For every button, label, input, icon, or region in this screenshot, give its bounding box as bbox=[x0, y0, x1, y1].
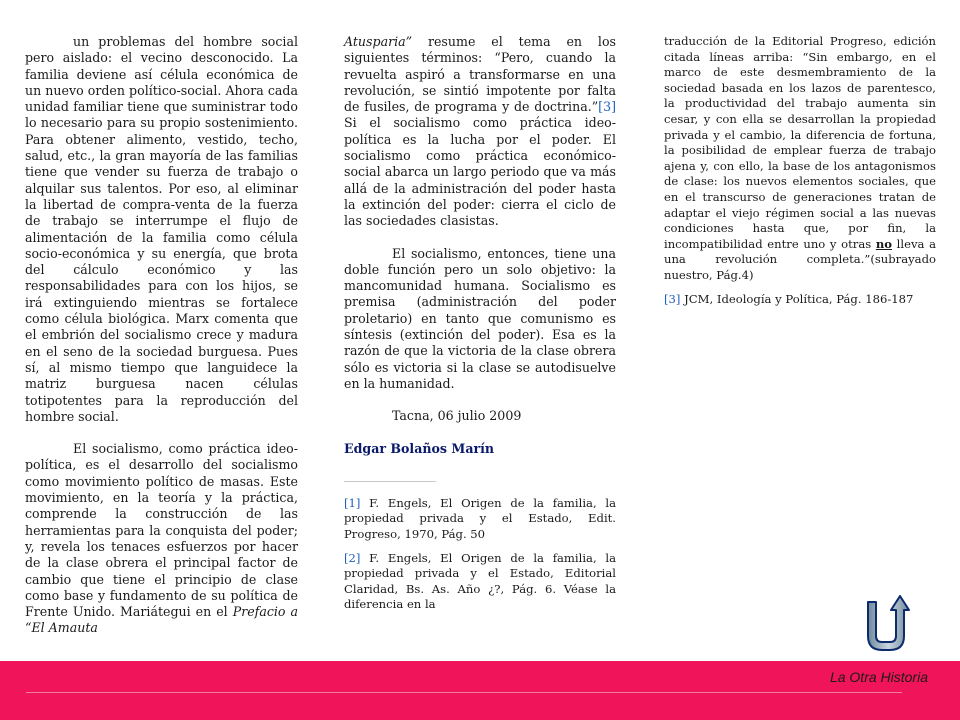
author-signature: Edgar Bolaños Marín bbox=[344, 440, 495, 456]
paragraph: El socialismo, entonces, tiene una doble función pero un solo objetivo: la mancomunidad humana. Socialismo es premisa (administración del poder proletario) en tanto que comunismo es síntesis (extinción del poder). Esa es la razón de que la victoria de la clase obrera sólo es victoria si la clase se autodisuelve en la humanidad. bbox=[344, 245, 616, 391]
paragraph-text: El socialismo, como práctica ideo-política, es el desarrollo del socialismo como movimiento político de masas. Este movimiento, en la teoría y la práctica, comprende la construcción de las herramientas para la conquista del poder; y, revela los tenaces esfuerzos por hacer de la clase obrera el principal factor de cambio que tiene el principio de clase como base y fundamento de su política de Frente Unido. Mariátegui en el bbox=[25, 441, 298, 620]
footnote-1 bbox=[344, 496, 616, 543]
footnote-ref-2[interactable]: [2] bbox=[344, 550, 361, 565]
footnote-text: JCM, Ideología y Política, Pág. 186-187 bbox=[680, 291, 914, 306]
footnote-text: F. Engels, El Origen de la familia, la propiedad privada y el Estado, Editorial Claridad, Bs. As. Año ¿?, Pág. 6. Véase la diferencia en la bbox=[344, 550, 616, 612]
paragraph bbox=[25, 441, 298, 637]
footnote-continuation bbox=[664, 34, 936, 284]
text-column-2 bbox=[344, 34, 616, 613]
paragraph bbox=[344, 34, 616, 230]
italic-title: Atusparia” bbox=[344, 34, 413, 49]
footnote-link-3[interactable]: [3] bbox=[598, 99, 616, 115]
italic-title: Prefacio a “El Amauta bbox=[25, 604, 299, 636]
paragraph: un problemas del hombre social pero aislado: el vecino desconocido. La familia deviene así célula económica de un nuevo orden político-social. Ahora cada unidad familiar tiene que suministrar todo lo necesario para su propio sostenimiento. Para obtener alimento, vestido, techo, salud, etc., la gran mayoría de las familias tiene que vender su fuerza de trabajo o alquilar sus talentos. Por eso, al eliminar la libertad de compra-venta de la fuerza de trabajo se interrumpe el flujo de alimentación de la familia como célula socio-económica y su energía, que brota del cálculo económico y las responsabilidades para con los hijos, se irá extinguiendo mientras se fortalece como célula biológica. Marx comenta que el embrión del socialismo crece y madura en el seno de la sociedad burguesa. Pues sí, al mismo tiempo que languidece la matriz burguesa nacen células totipotentes para la reproducción del hombre social. bbox=[25, 34, 298, 424]
paragraph-text: lleva a una revolución completa.”(subrayado nuestro, Pág.4) bbox=[664, 236, 936, 282]
footnote-2 bbox=[344, 551, 616, 613]
footnote-ref-3[interactable]: [3] bbox=[664, 291, 681, 306]
footnote-divider bbox=[344, 481, 436, 482]
text-column-1 bbox=[25, 34, 298, 637]
underlined-word: no bbox=[875, 236, 893, 251]
paragraph-text: resume el tema en los siguientes términos: “Pero, cuando la revuelta aspiró a transformarse en una revolución, se sintió impotente por falta de fusiles, de programa y de doctrina.” bbox=[344, 34, 616, 115]
u-turn-arrow-icon bbox=[862, 592, 910, 654]
footer-divider bbox=[26, 692, 902, 693]
footnote-text: F. Engels, El Origen de la familia, la propiedad privada y el Estado, Edit. Progreso, 1970, Pág. 50 bbox=[344, 495, 616, 542]
footer-bar bbox=[0, 661, 960, 720]
text-column-3 bbox=[664, 34, 936, 307]
footer-title: La Otra Historia bbox=[829, 669, 928, 685]
footnote-ref-1[interactable]: [1] bbox=[344, 495, 361, 510]
return-button[interactable] bbox=[862, 592, 910, 654]
paragraph-text: traducción de la Editorial Progreso, edición citada líneas arriba: “Sin embargo, en el marco de este desmembramiento de la sociedad basada en los lazos de parentesco, la productividad del trabajo aumenta sin cesar, y con ella se desarrollan la propiedad privada y el cambio, la diferencia de fortuna, la posibilidad de emplear fuerza de trabajo ajena y, con ello, la base de los antagonismos de clase: los nuevos elementos sociales, que en el transcurso de generaciones tratan de adaptar el viejo régimen social a las nuevas condiciones hasta que, por fin, la incompatibilidad entre uno y otras bbox=[664, 34, 936, 251]
footnote-3 bbox=[664, 292, 936, 308]
paragraph-text: Si el socialismo como práctica ideo-política es la lucha por el poder. El socialismo como práctica económico-social abarca un largo periodo que va más allá de la administración del poder hasta la extinción del poder: cierra el ciclo de las sociedades clasistas. bbox=[344, 115, 616, 229]
date-line: Tacna, 06 julio 2009 bbox=[392, 408, 522, 424]
